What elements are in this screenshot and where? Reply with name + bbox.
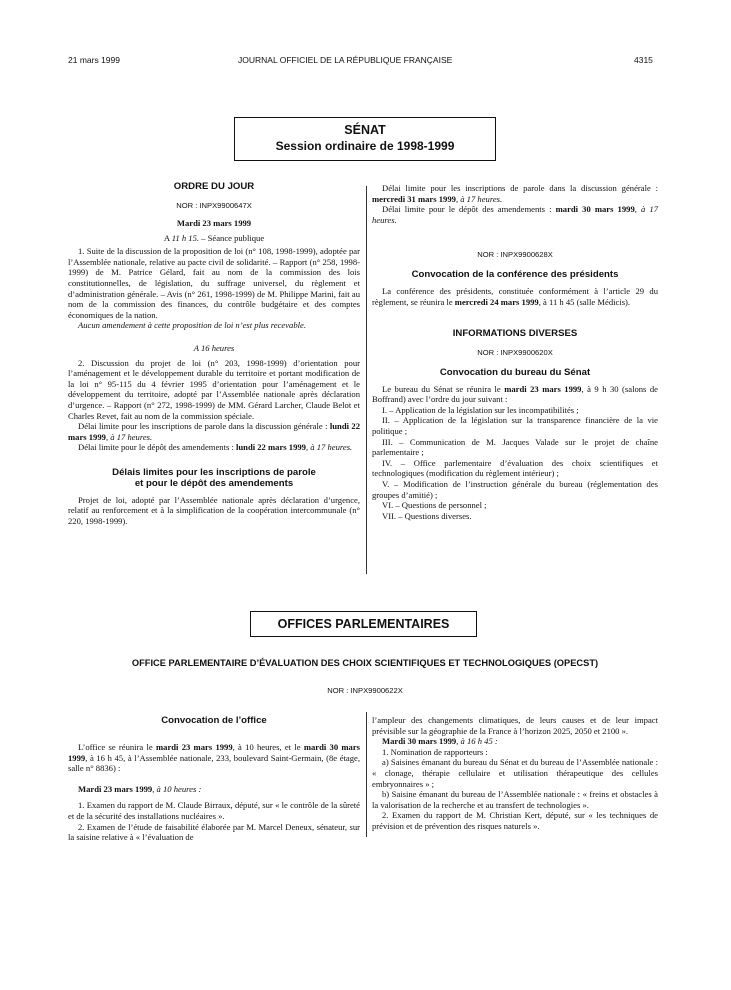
office-meeting-intro: L’office se réunira le [78, 742, 156, 752]
office-meeting-text [68, 742, 360, 774]
delais-heading: Délais limites pour les inscriptions de parole et pour le dépôt des amendements [112, 466, 316, 489]
seance-time-1-prefix: A [163, 232, 172, 243]
mardi-30-heading [372, 736, 658, 747]
delais-projet-text: Projet de loi, adopté par l’Assemblée nationale après déclaration d’urgence, relatif au renforcement et à la simplification de la coopération intercommunale (n° 220, 1998-1999). [68, 494, 360, 527]
column-divider [366, 186, 367, 574]
bureau-time: , à 9 h 30 (salons de Boffrand) avec l’ordre du jour suivant : [372, 383, 658, 405]
mardi-30-item-2: 2. Examen du rapport de M. Christian Kert, député, sur « les techniques de prévision et de prévention des risques naturels ». [372, 810, 658, 831]
seance-time-2: A 16 heures [193, 342, 235, 353]
ordre-date: Mardi 23 mars 1999 [176, 218, 252, 228]
delai-parole-1-time: , à 17 heures. [105, 431, 153, 442]
delai-amendements-2 [372, 204, 658, 225]
senat-title: SÉNAT [344, 123, 386, 137]
header-date: 21 mars 1999 [68, 55, 120, 65]
mardi-23-heading [68, 784, 360, 795]
informations-diverses-heading: INFORMATIONS DIVERSES [452, 327, 578, 339]
seance-time-1-label: – Séance publique [199, 232, 265, 243]
column-divider-bottom [366, 712, 367, 837]
bureau-heading: Convocation du bureau du Sénat [439, 366, 591, 378]
bureau-item: VI. – Questions de personnel ; [382, 500, 487, 511]
office-meeting-date-1: mardi 23 mars 1999 [155, 742, 233, 752]
agenda-item-2: 2. Discussion du projet de loi (n° 203, 1998-1999) d’orientation pour l’aménagement et le développement durable du territoire et portant modification de la loi n° 95-115 du 4 février 1995 d’orientation pour l’aménagement et le développement du territoire, adopté par l’Assemblée nationale après déclaration d’urgence. – Rapport (n° 272, 1998-1999) de MM. Gérard Larcher, Claude Belot et Charles Revet, fait au nom de la commission spéciale. [68, 357, 360, 421]
conference-nor: NOR : INPX9900628X [477, 250, 553, 260]
convocation-office-heading: Convocation de l’office [161, 715, 267, 726]
conference-text-body: La conférence des présidents, constituée conformément à l’article 29 du règlement, se réunira le [372, 286, 658, 307]
bureau-item: VII. – Questions diverses. [382, 510, 472, 521]
mardi-23-time: , à 10 heures : [152, 783, 202, 794]
delai-amendements-1-text: Délai limite pour le dépôt des amendements : [78, 442, 236, 453]
senat-title-box [234, 117, 496, 161]
conference-time: , à 11 h 45 (salle Médicis). [538, 296, 631, 307]
conference-date: mercredi 24 mars 1999 [454, 296, 539, 307]
session-subtitle: Session ordinaire de 1998-1999 [275, 139, 455, 153]
delai-amendements-1 [68, 442, 360, 453]
opecst-left-column [68, 715, 360, 843]
delai-amendements-1-time: , à 17 heures. [305, 442, 353, 453]
bureau-text-body: Le bureau du Sénat se réunira le [382, 383, 505, 394]
office-meeting-location: , à 16 h 45, à l’Assemblée nationale, 233, boulevard Saint-Germain, (8e étage, salle n° 8836) : [68, 752, 360, 774]
opecst-right-column [372, 715, 658, 832]
ordre-du-jour-section [68, 181, 360, 527]
office-meeting-mid: , à 10 heures, et le [232, 742, 304, 752]
mardi-30-item-a: a) Saisines émanant du bureau du Sénat et du bureau de l’Assemblée nationale : « clonage, thérapie cellulaire et utilisation thérapeutique des cellules embryonnaires » ; [372, 757, 658, 789]
delai-parole-2-date: mercredi 31 mars 1999 [372, 193, 456, 204]
mardi-23-date: Mardi 23 mars 1999 [78, 783, 153, 794]
mardi-30-item-1: 1. Nomination de rapporteurs : [382, 746, 488, 757]
delai-amendements-2-date: mardi 30 mars 1999 [555, 204, 635, 215]
climate-continuation: l’ampleur des changements climatiques, de leurs causes et de leur impact prévisible sur la géographie de la France à l’horizon 2025, 2050 et 2100 ». [372, 715, 658, 736]
delai-parole-2-time: , à 17 heures. [455, 193, 503, 204]
agenda-item-1-note: Aucun amendement à cette proposition de loi n’est plus recevable. [78, 320, 306, 331]
delai-parole-1-date: lundi 22 mars 1999 [68, 421, 360, 442]
bureau-item: I. – Application de la législation sur les incompatibilités ; [382, 404, 579, 415]
bureau-item: III. – Communication de M. Jacques Valade sur le projet de chaîne parlementaire ; [372, 436, 658, 458]
delai-parole-2 [372, 183, 658, 204]
agenda-item-1: 1. Suite de la discussion de la proposition de loi (n° 108, 1998-1999), adoptée par l’Assemblée nationale, relative au pacte civil de solidarité. – Rapport (n° 258, 1998-1999) de M. Patrice Gélard, fait au nom de la commission des lois constitutionnelles, de législation, du suffrage universel, du règlement et d’administration générale. – Avis (n° 261, 1998-1999) de M. Philippe Marini, fait au nom de la commission des finances, du contrôle budgétaire et des comptes économiques de la nation. [68, 246, 360, 320]
delai-parole-1 [68, 421, 360, 442]
bureau-item: V. – Modification de l’instruction générale du bureau (réglementation des groupes d’amitié) ; [372, 478, 658, 500]
mardi-30-date: Mardi 30 mars 1999 [382, 736, 457, 747]
seance-time-1 [68, 233, 360, 244]
delai-amendements-2-time: , à 17 heures. [372, 204, 658, 225]
conference-heading: Convocation de la conférence des présidents [411, 269, 619, 281]
bureau-item: II. – Application de la législation sur la transparence financière de la vie politique ; [372, 415, 658, 436]
header-journal-title: JOURNAL OFFICIEL DE LA RÉPUBLIQUE FRANÇAISE [238, 55, 453, 65]
mardi-30-time: , à 16 h 45 : [456, 736, 498, 747]
delai-parole-2-text: Délai limite pour les inscriptions de parole dans la discussion générale : [382, 183, 658, 193]
delai-amendements-1-date: lundi 22 mars 1999 [236, 442, 306, 453]
delai-amendements-2-text: Délai limite pour le dépôt des amendements : [382, 204, 556, 215]
seance-time-1-hour: 11 h 15. [171, 232, 200, 243]
mardi-30-item-b: b) Saisine émanant du bureau de l’Assemblée nationale : « freins et obstacles à la valorisation de la recherche et au transfert de technologies ». [372, 789, 658, 810]
bureau-date: mardi 23 mars 1999 [504, 383, 582, 394]
bureau-text [372, 384, 658, 405]
ordre-nor: NOR : INPX9900647X [176, 201, 252, 210]
header-page-number: 4315 [634, 55, 653, 65]
opecst-heading: OFFICE PARLEMENTAIRE D’ÉVALUATION DES CHOIX SCIENTIFIQUES ET TECHNOLOGIQUES (OPECST) [131, 658, 599, 668]
office-meeting-date-2: mardi 30 mars 1999 [68, 742, 360, 763]
opecst-nor: NOR : INPX9900622X [327, 686, 403, 695]
right-column-top [372, 183, 658, 521]
mardi-23-item-2: 2. Examen de l’étude de faisabilité élaborée par M. Marcel Deneux, sénateur, sur la saisine relative à « l’évaluation de [68, 821, 360, 843]
delai-parole-1-text: Délai limite pour les inscriptions de parole dans la discussion générale : [78, 421, 330, 432]
ordre-du-jour-heading: ORDRE DU JOUR [173, 181, 255, 192]
conference-text [372, 286, 658, 307]
offices-parlementaires-box: OFFICES PARLEMENTAIRES [250, 611, 477, 637]
informations-nor: NOR : INPX9900620X [477, 347, 553, 357]
bureau-item: IV. – Office parlementaire d’évaluation des choix scientifiques et technologiques (modification du règlement intérieur) ; [372, 457, 658, 479]
mardi-23-item-1: 1. Examen du rapport de M. Claude Birraux, député, sur « le contrôle de la sûreté et de la sécurité des installations nucléaires ». [68, 800, 360, 821]
